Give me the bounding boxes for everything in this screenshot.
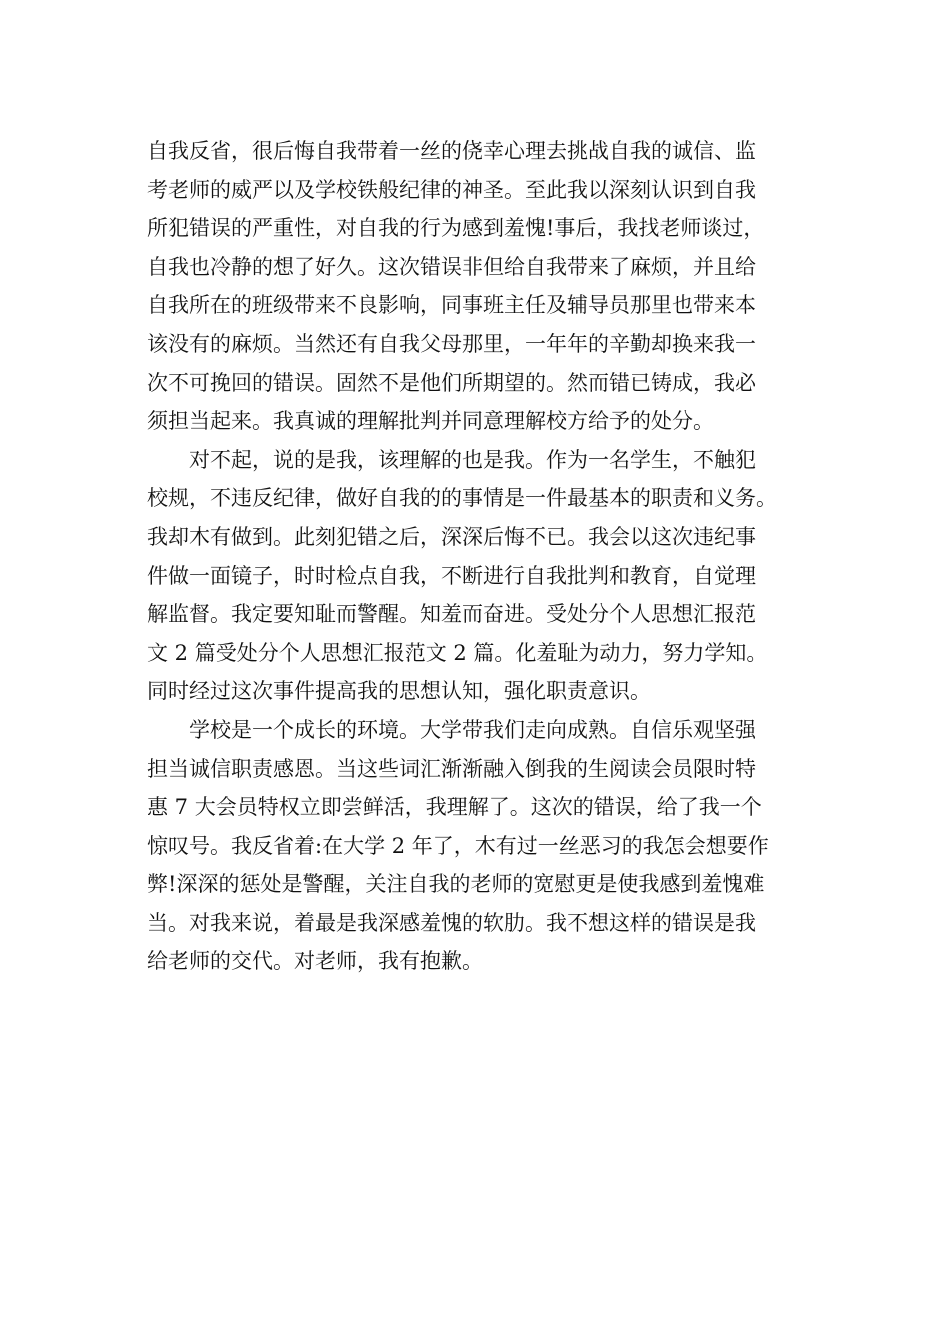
text-line: 同时经过这次事件提高我的思想认知，强化职责意识。 xyxy=(147,679,651,704)
document-body xyxy=(147,132,847,981)
text-line: 考老师的威严以及学校铁般纪律的神圣。至此我以深刻认识到自我 xyxy=(147,177,756,202)
paragraph-3 xyxy=(147,711,847,981)
text-line: 所犯错误的严重性，对自我的行为感到羞愧!事后，我找老师谈过， xyxy=(147,216,765,241)
text-line: 惊叹号。我反省着:在大学 2 年了，木有过一丝恶习的我怎会想要作 xyxy=(147,833,769,858)
text-line: 自我所在的班级带来不良影响，同事班主任及辅导员那里也带来本 xyxy=(147,293,756,318)
text-line: 自我反省，很后悔自我带着一丝的侥幸心理去挑战自我的诚信、监 xyxy=(147,139,756,163)
text-line: 惠 7 大会员特权立即尝鲜活，我理解了。这次的错误，给了我一个 xyxy=(147,795,762,820)
text-line: 弊!深深的惩处是警醒，关注自我的老师的宽慰更是使我感到羞愧难 xyxy=(147,872,765,897)
text-line: 自我也冷静的想了好久。这次错误非但给自我带来了麻烦，并且给 xyxy=(147,254,756,279)
text-line: 文 2 篇受处分个人思想汇报范文 2 篇。化羞耻为动力，努力学知。 xyxy=(147,640,768,665)
text-line: 学校是一个成长的环境。大学带我们走向成熟。自信乐观坚强 xyxy=(147,717,756,742)
text-line: 件做一面镜子，时时检点自我，不断进行自我批判和教育，自觉理 xyxy=(147,563,756,588)
text-line: 当。对我来说，着最是我深感羞愧的软肋。我不想这样的错误是我 xyxy=(147,910,756,935)
text-line: 该没有的麻烦。当然还有自我父母那里，一年年的辛勤却换来我一 xyxy=(147,331,756,356)
text-line: 须担当起来。我真诚的理解批判并同意理解校方给予的处分。 xyxy=(147,409,714,434)
text-line: 校规，不违反纪律，做好自我的的事情是一件最基本的职责和义务。 xyxy=(147,486,777,511)
text-line: 担当诚信职责感恩。当这些词汇渐渐融入倒我的生阅读会员限时特 xyxy=(147,756,756,781)
text-line: 对不起，说的是我，该理解的也是我。作为一名学生，不触犯 xyxy=(147,447,756,472)
text-line: 解监督。我定要知耻而警醒。知羞而奋进。受处分个人思想汇报范 xyxy=(147,602,756,627)
text-line: 我却木有做到。此刻犯错之后，深深后悔不已。我会以这次违纪事 xyxy=(147,524,756,549)
text-line: 给老师的交代。对老师，我有抱歉。 xyxy=(147,949,483,974)
paragraph-1 xyxy=(147,132,847,441)
text-line: 次不可挽回的错误。固然不是他们所期望的。然而错已铸成，我必 xyxy=(147,370,756,395)
paragraph-2 xyxy=(147,441,847,711)
